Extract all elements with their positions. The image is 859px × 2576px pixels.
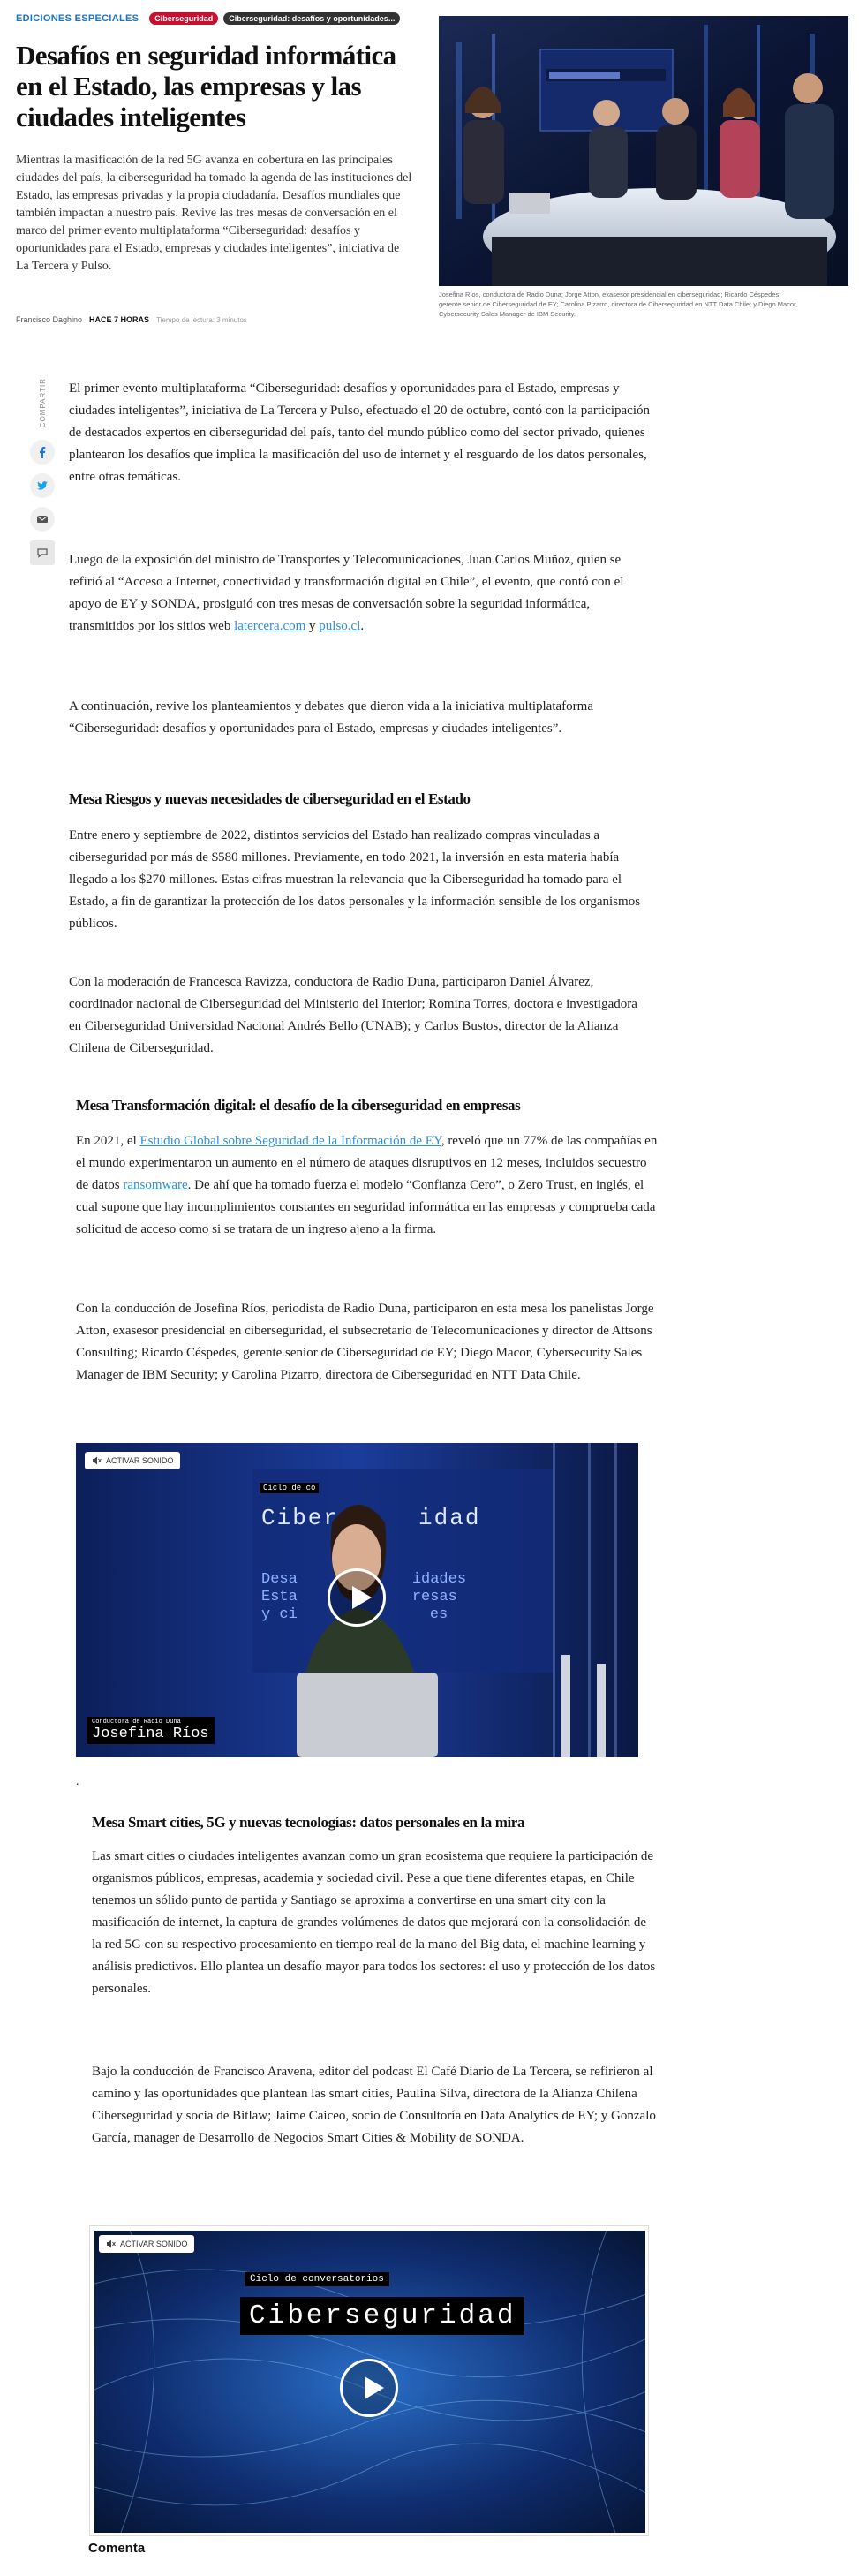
video-1-lower-third (87, 1717, 215, 1744)
read-time: Tiempo de lectura: 3 minutos (156, 315, 247, 324)
paragraph-7: Con la conducción de Josefina Ríos, periodista de Radio Duna, participaron en esta mesa los panelistas Jorge Atton, exasesor presidencial en ciberseguridad, el subsecretario de Telecomunicaciones y director de Attsons Consulting; Ricardo Céspedes, gerente senior de Ciberseguridad de EY; Diego Macor, Cybersecurity Sales Manager de IBM Security; y Carolina Pizarro, directora de Ciberseguridad en NTT Data Chile. (76, 1302, 654, 1382)
ransomware-link[interactable]: ransomware (123, 1178, 188, 1192)
facebook-icon (36, 446, 49, 458)
video-1-sub-6: es (429, 1606, 448, 1623)
video-2-big-title: Ciberseguridad (240, 2297, 524, 2335)
article-dek: Mientras la masificación de la red 5G avanza en cobertura en las principales ciudades del país, la ciberseguridad ha tomado la agenda de las instituciones del Estado, las empresas privadas y la propia ciudadanía. Desafíos mundiales que también impactan a nuestro país. Revive las tres mesas de conversación en el marco del primer evento multiplataforma “Ciberseguridad: desafíos y oportunidades para el Estado, empresas y ciudades inteligentes”, iniciativa de La Tercera y Pulso. (16, 154, 412, 273)
latercera-link[interactable]: latercera.com (234, 619, 306, 633)
video-1-screen-title-a: Ciber (261, 1505, 340, 1531)
paragraph-6-c: . De ahí que ha tomado fuerza el modelo “Confianza Cero”, o Zero Trust, en inglés, el cual supone que hay incumplimientos constantes en seguridad informática en las empresas y comprueba cada solicitud de acceso como si se tratara de un ingreso ajeno a la firma. (76, 1178, 656, 1236)
comment-icon (36, 547, 49, 559)
video-2-play-button[interactable] (340, 2359, 398, 2417)
hero-image (439, 16, 848, 286)
paragraph-5: Con la moderación de Francesca Ravizza, conductora de Radio Duna, participaron Daniel Álvarez, coordinador nacional de Ciberseguridad del Ministerio del Interior; Romina Torres, doctora e investigadora en Ciberseguridad Universidad Nacional Andrés Bello (UNAB); y Carlos Bustos, director de la Alianza Chilena de Ciberseguridad. (69, 975, 637, 1055)
section-heading-estado: Mesa Riesgos y nuevas necesidades de ciberseguridad en el Estado (69, 790, 471, 807)
section-kicker[interactable]: EDICIONES ESPECIALES (16, 13, 139, 24)
mute-icon (92, 1456, 102, 1465)
panel-photo-illustration (439, 16, 848, 286)
share-label: COMPARTIR (38, 378, 47, 428)
ey-study-link[interactable]: Estudio Global sobre Seguridad de la Información de EY (139, 1134, 441, 1148)
video-1-sub-4: resas (411, 1589, 457, 1605)
video-1-screen-small: Ciclo de co (260, 1483, 319, 1493)
twitter-icon (36, 480, 49, 492)
article-title: Desafíos en seguridad informática en el Estado, las empresas y las ciudades inteligentes (16, 40, 396, 132)
video-1-sub-3: Esta (261, 1589, 298, 1605)
video-1-lower-role: Conductora de Radio Duna (92, 1719, 181, 1726)
video-2-small-title: Ciclo de conversatorios (245, 2272, 389, 2286)
publish-time: HACE 7 HORAS (89, 315, 150, 324)
video-1-screen-title (261, 1505, 480, 1531)
paragraph-2-and: y (305, 619, 320, 633)
section-heading-empresas: Mesa Transformación digital: el desafío de la ciberseguridad en empresas (76, 1097, 521, 1114)
video-1-sub-2: idades (411, 1571, 467, 1588)
paragraph-2-end: . (360, 619, 365, 633)
video-1-sub-1: Desa (261, 1571, 298, 1588)
paragraph-4: Entre enero y septiembre de 2022, distintos servicios del Estado han realizado compras vinculadas a ciberseguridad por más de $580 millones. Previamente, en todo 2021, la inversión en esta materia había llegado a los $270 millones. Estas cifras muestran la relevancia que la Ciberseguridad ha tomado para el Estado, a fin de garantizar la protección de los datos personales y la información sensible de los organismos públicos. (69, 828, 641, 931)
paragraph-6 (76, 1130, 659, 1241)
mute-icon (106, 2240, 116, 2248)
paragraph-2-text: Luego de la exposición del ministro de Transportes y Telecomunicaciones, Juan Carlos Muñoz, quien se refirió al “Acceso a Internet, conectividad y transformación digital en Chile”, el evento, que contó con el apoyo de EY y SONDA, prosiguió con tres mesas de conversación sobre la seguridad informática, transmitidos por los sitios web (69, 553, 624, 633)
hero-caption: Josefina Ríos, conductora de Radio Duna; Jorge Atton, exasesor presidencial en ciberseguridad; Ricardo Céspedes, gerente senior de Ciberseguridad de EY; Carolina Pizarro, directora de Ciberseguridad en NTT Data Chile; y Diego Macor, Cybersecurity Sales Manager de IBM Security. (439, 291, 798, 318)
author-name[interactable]: Francisco Daghino (16, 315, 83, 324)
section-heading-smart-cities: Mesa Smart cities, 5G y nuevas tecnologías: datos personales en la mira (92, 1814, 525, 1831)
video-2-sound-button[interactable] (99, 2235, 194, 2253)
video-player-2[interactable] (89, 2225, 649, 2536)
share-rail (29, 378, 56, 565)
paragraph-1: El primer evento multiplataforma “Ciberseguridad: desafíos y oportunidades para el Estado, empresas y ciudades inteligentes”, iniciativa de La Tercera y Pulso, efectuado el 20 de octubre, contó con la participación de destacados expertos en ciberseguridad del país, tanto del mundo público como del sector privado, quienes plantearon los desafíos que implica la masificación del uso de internet y el resguardo de los datos personales, entre otras temáticas. (69, 381, 650, 484)
comment-section-title[interactable]: Comenta (88, 2541, 146, 2556)
video-1-sub-5: y ci (261, 1606, 298, 1623)
video-player-1[interactable] (76, 1443, 638, 1757)
video-1-play-button[interactable] (328, 1568, 386, 1627)
tag-pill-event[interactable]: Ciberseguridad: desafíos y oportunidades... (223, 12, 400, 25)
paragraph-6-a: En 2021, el (76, 1134, 140, 1148)
comment-share-button[interactable] (30, 540, 55, 565)
email-icon (36, 513, 49, 525)
paragraph-6-b: , reveló que un 77% de las compañías en el mundo experimentaron un aumento en el número de ataques disruptivos en 12 meses, incluidos secuestro de datos (76, 1134, 658, 1192)
video-1-screen-title-b: idad (418, 1505, 481, 1531)
video-1-lower-name: Josefina Ríos (92, 1726, 209, 1742)
twitter-share-button[interactable] (30, 473, 55, 498)
email-share-button[interactable] (30, 507, 55, 532)
stray-dot: . (76, 1775, 79, 1788)
tag-pill-ciberseguridad[interactable]: Ciberseguridad (149, 12, 218, 25)
paragraph-3: A continuación, revive los planteamientos y debates que dieron vida a la iniciativa multiplataforma “Ciberseguridad: desafíos y oportunidades para el Estado, empresas y ciudades inteligentes”. (69, 699, 593, 736)
video-1-sound-label: ACTIVAR SONIDO (106, 1456, 174, 1465)
byline (16, 315, 247, 324)
pulso-link[interactable]: pulso.cl (319, 619, 361, 633)
facebook-share-button[interactable] (30, 440, 55, 465)
paragraph-2 (69, 549, 652, 638)
video-2-sound-label: ACTIVAR SONIDO (120, 2240, 188, 2248)
paragraph-8: Las smart cities o ciudades inteligentes avanzan como un gran ecosistema que requiere la participación de organismos públicos, empresas, academia y sociedad civil. Pese a que tiene diferentes etapas, en Chile tenemos un sólido punto de partida y Santiago se aproxima a convertirse en una smart city con la masificación de internet, la captura de grandes volúmenes de datos que mejorará con la consolidación de la red 5G con su respectivo procesamiento en tiempo real de la mano del Big data, el machine learning y análisis predictivos. Ello plantea un desafío mayor para todos los sectores: el uso y protección de los datos personales. (92, 1849, 656, 1996)
paragraph-9: Bajo la conducción de Francisco Aravena, editor del podcast El Café Diario de La Tercera, se refirieron al camino y las oportunidades que plantean las smart cities, Paulina Silva, directora de la Alianza Chilena Ciberseguridad y socia de Bitlaw; Jaime Caiceo, socio de Consultoría en Data Analytics de EY; y Gonzalo García, manager de Desarrollo de Negocios Smart Cities & Mobility de SONDA. (92, 2065, 656, 2145)
video-1-sound-button[interactable] (85, 1452, 180, 1469)
